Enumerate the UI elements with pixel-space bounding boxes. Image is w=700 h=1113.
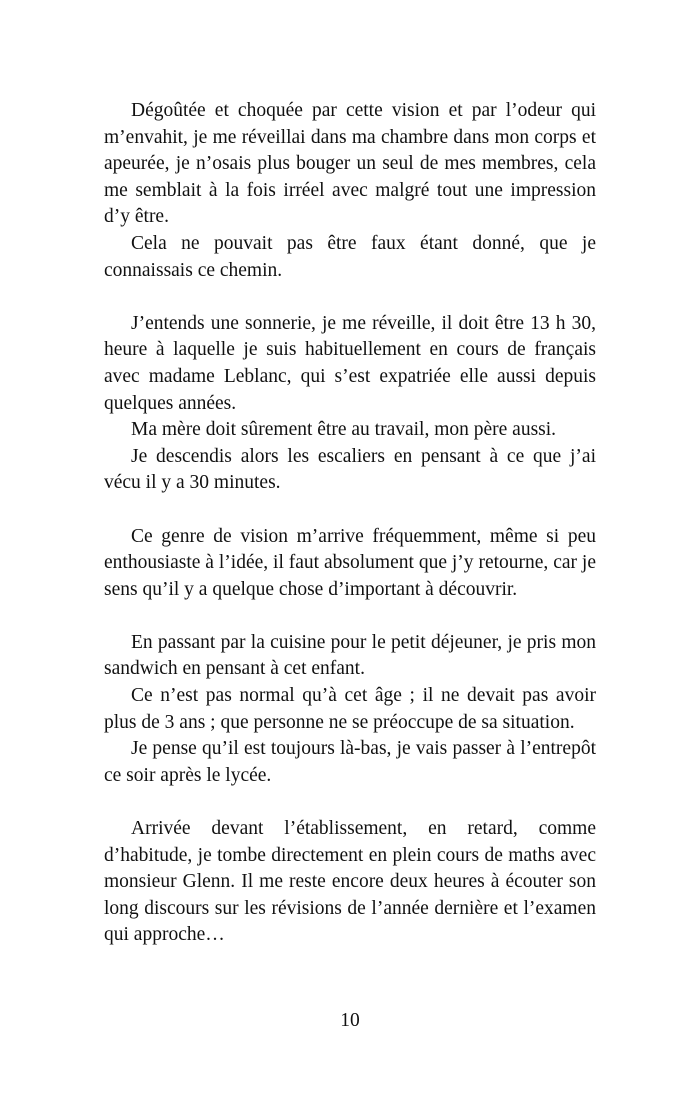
paragraph: Je pense qu’il est toujours là-bas, je vais passer à l’entrepôt ce soir après le lycée. [104, 738, 596, 786]
paragraph: Je descendis alors les escaliers en pensant à ce que j’ai vécu il y a 30 minutes. [104, 445, 596, 494]
paragraph: Cela ne pouvait pas être faux étant donné, que je connaissais ce chemin. [104, 232, 596, 281]
section-gap [104, 284, 596, 311]
paragraph: En passant par la cuisine pour le petit déjeuner, je pris mon sandwich en pensant à cet enfant. [104, 631, 596, 680]
paragraph: Dégoûtée et choquée par cette vision et par l’odeur qui m’envahit, je me réveillai dans ma chambre dans mon corps et apeurée, je n’osais plus bouger un seul de mes membres, cela me semblait à la fois irréel avec malgré tout une impression d’y être. [104, 100, 596, 228]
section-gap [104, 497, 596, 524]
paragraph: Ma mère doit sûrement être au travail, mon père aussi. [131, 419, 557, 441]
section-gap [104, 603, 596, 630]
paragraph: Ce genre de vision m’arrive fréquemment, même si peu enthousiaste à l’idée, il faut absolument que j’y retourne, car je sens qu’il y a quelque chose d’important à découvrir. [104, 525, 596, 600]
paragraph: J’entends une sonnerie, je me réveille, il doit être 13 h 30, heure à laquelle je suis habituellement en cours de français avec madame Leblanc, qui s’est expatriée elle aussi depuis quelques années. [104, 312, 596, 414]
page-number: 10 [340, 1010, 360, 1031]
section-gap [104, 789, 596, 816]
paragraph: Arrivée devant l’établissement, en retard, comme d’habitude, je tombe directement en plein cours de maths avec monsieur Glenn. Il me reste encore deux heures à écouter son long discours sur les révisions de l’année dernière et l’examen qui approche… [104, 818, 596, 946]
paragraph: Ce n’est pas normal qu’à cet âge ; il ne devait pas avoir plus de 3 ans ; que personne ne se préoccupe de sa situation. [104, 685, 596, 733]
page-body [104, 98, 596, 949]
